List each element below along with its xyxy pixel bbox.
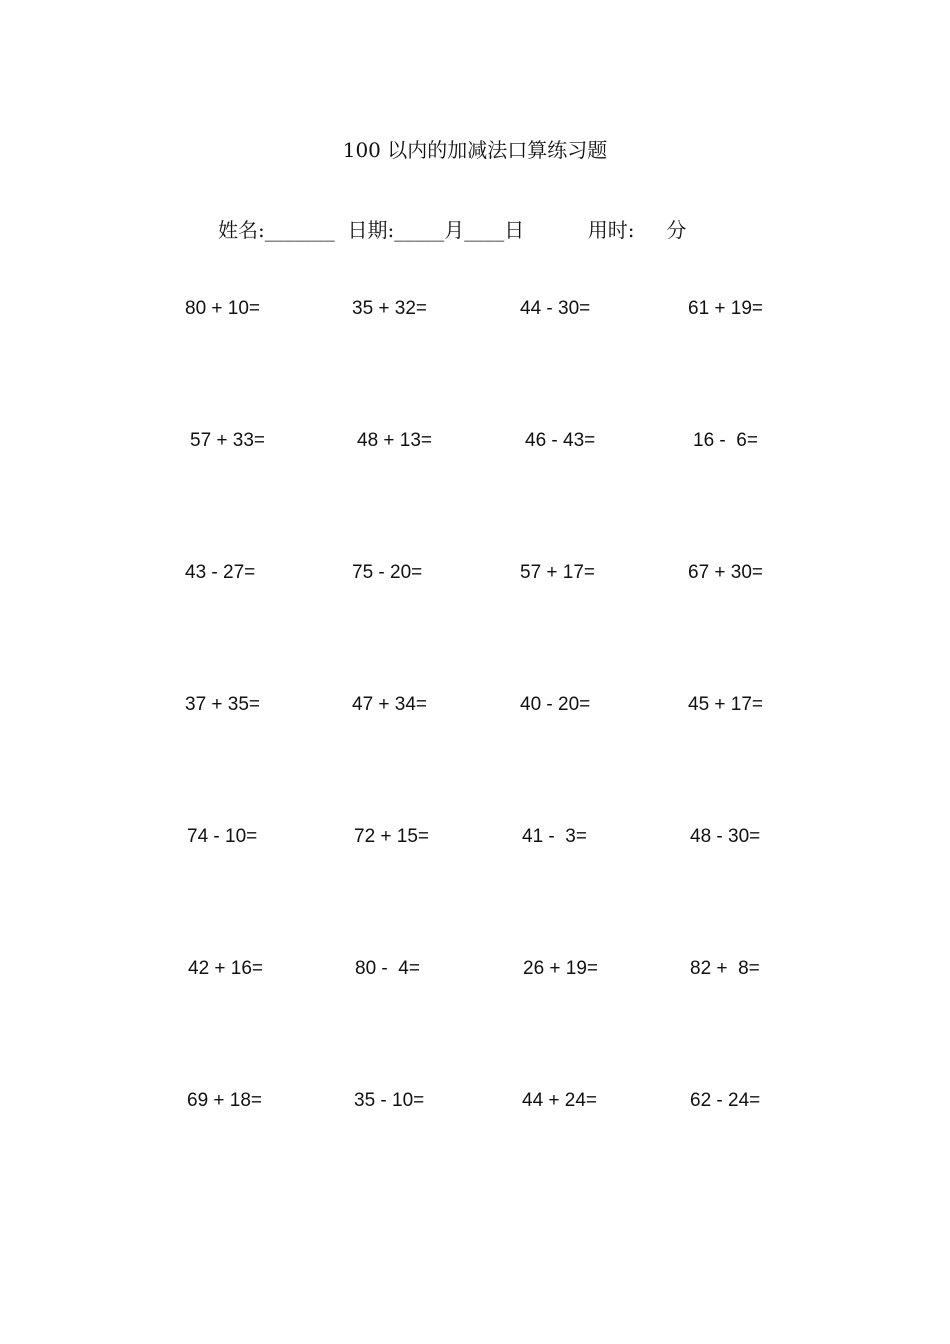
name-blank: _______	[264, 218, 335, 242]
problem-item: 43 - 27=	[185, 562, 256, 583]
problem-item: 72 + 15=	[354, 826, 430, 847]
month-blank: _____	[394, 218, 445, 242]
time-label: 用时:	[587, 218, 635, 242]
problem-item: 67 + 30=	[688, 562, 764, 583]
problem-item: 80 + 10=	[185, 298, 261, 319]
date-label: 日期:	[347, 218, 395, 242]
problem-item: 37 + 35=	[185, 694, 261, 715]
problem-item: 41 - 3=	[522, 826, 587, 847]
problem-item: 45 + 17=	[688, 694, 764, 715]
problem-item: 69 + 18=	[187, 1090, 263, 1111]
problem-item: 40 - 20=	[520, 694, 591, 715]
problem-item: 61 + 19=	[688, 298, 764, 319]
day-blank: ____	[464, 218, 505, 242]
problem-item: 35 - 10=	[354, 1090, 425, 1111]
problem-item: 80 - 4=	[355, 958, 420, 979]
month-label: 月	[444, 218, 465, 242]
problem-item: 48 - 30=	[690, 826, 761, 847]
problem-item: 16 - 6=	[693, 430, 758, 451]
problem-item: 26 + 19=	[523, 958, 599, 979]
minutes-label: 分	[666, 218, 687, 242]
problem-item: 44 - 30=	[520, 298, 591, 319]
name-label: 姓名:	[218, 218, 265, 242]
problem-item: 62 - 24=	[690, 1090, 761, 1111]
problem-item: 48 + 13=	[357, 430, 433, 451]
student-info-line	[218, 216, 686, 244]
problem-item: 75 - 20=	[352, 562, 423, 583]
problem-item: 57 + 33=	[190, 430, 266, 451]
problem-item: 42 + 16=	[188, 958, 264, 979]
problem-item: 46 - 43=	[525, 430, 596, 451]
problem-item: 82 + 8=	[690, 958, 760, 979]
problem-item: 44 + 24=	[522, 1090, 598, 1111]
problem-item: 57 + 17=	[520, 562, 596, 583]
day-label: 日	[504, 218, 525, 242]
page-title: 100 以内的加减法口算练习题	[342, 138, 608, 162]
problem-item: 47 + 34=	[352, 694, 428, 715]
problem-item: 74 - 10=	[187, 826, 258, 847]
problem-item: 35 + 32=	[352, 298, 428, 319]
